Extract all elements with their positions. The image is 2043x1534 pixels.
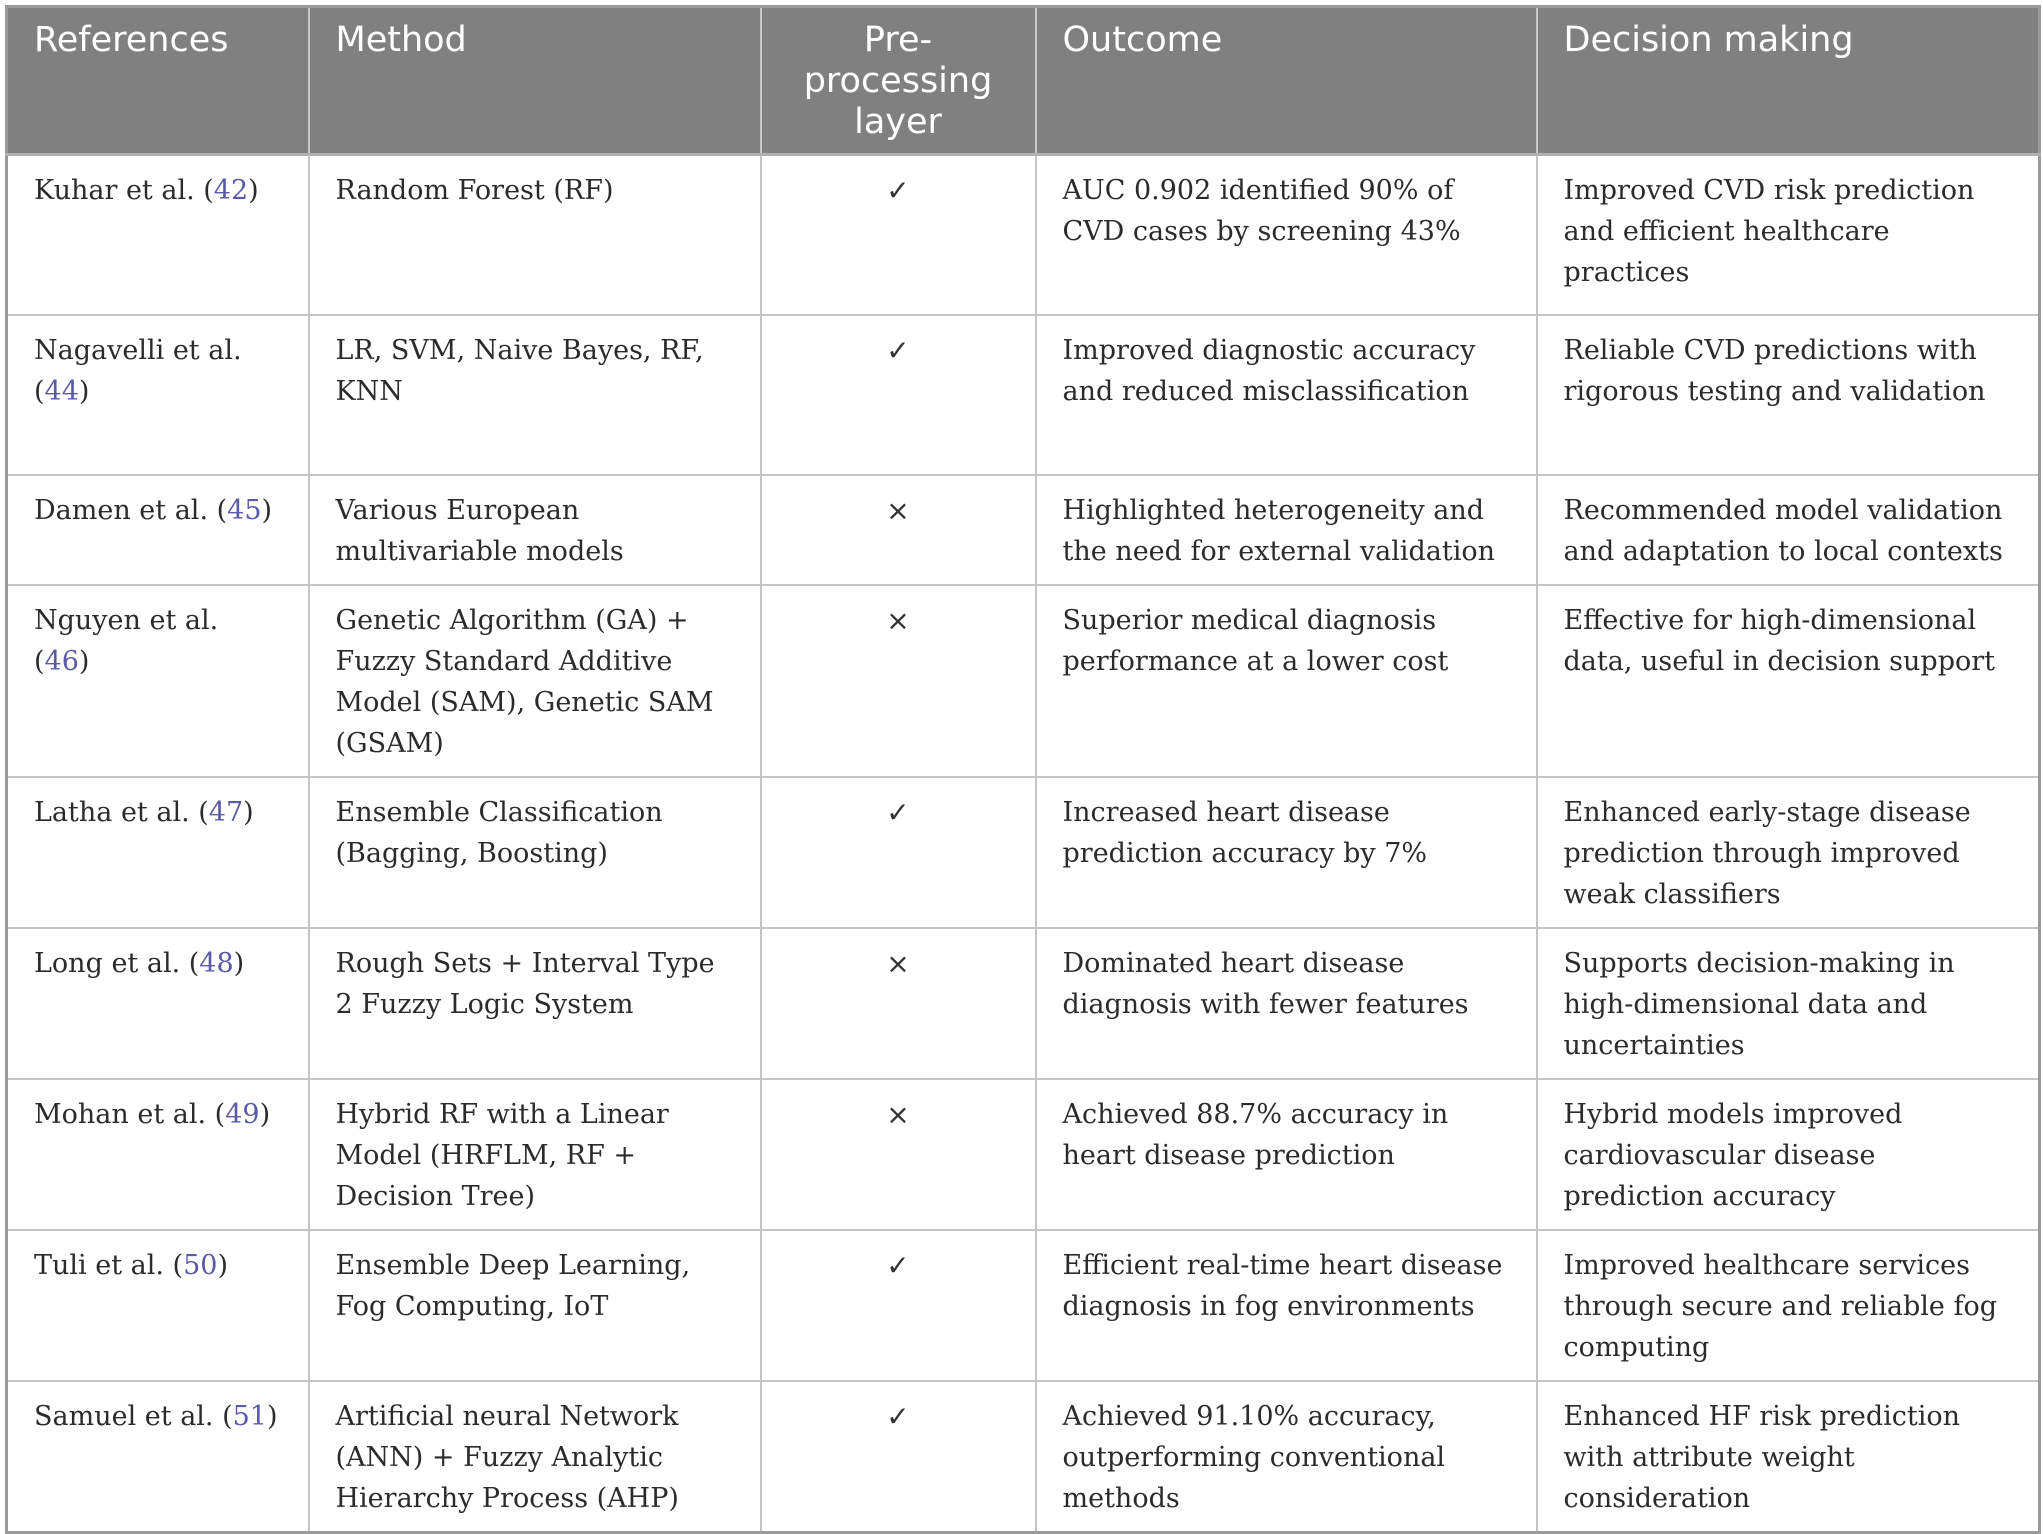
reference-author: Kuhar et al. ( (34, 175, 214, 206)
reference-link[interactable]: 46 (44, 645, 79, 677)
reference-link[interactable]: 44 (44, 375, 79, 407)
table-row (7, 1381, 2040, 1533)
method-cell: Artificial neural Network (ANN) + Fuzzy Analytic Hierarchy Process (AHP) (309, 1381, 761, 1533)
outcome-cell: Highlighted heterogeneity and the need for external validation (1036, 475, 1537, 585)
reference-close: ) (217, 1249, 228, 1281)
reference-link[interactable]: 47 (208, 796, 244, 828)
outcome-cell: Improved diagnostic accuracy and reduced misclassification (1036, 315, 1537, 475)
reference-close: ) (261, 494, 273, 526)
preprocessing-cross-icon: × (761, 475, 1036, 585)
reference-close: ) (259, 1098, 271, 1130)
comparison-table-container (5, 5, 2038, 1534)
reference-close: ) (243, 796, 254, 828)
header-preprocessing-line-2: processing (803, 61, 993, 101)
reference-author: Nguyen et al. ( (34, 604, 219, 677)
outcome-cell: Achieved 88.7% accuracy in heart disease prediction (1036, 1079, 1537, 1230)
method-cell: Genetic Algorithm (GA) + Fuzzy Standard Additive Model (SAM), Genetic SAM (GSAM) (309, 585, 761, 777)
decision-cell: Improved healthcare services through secure and reliable fog computing (1537, 1230, 2040, 1381)
decision-cell: Effective for high-dimensional data, useful in decision support (1537, 585, 2040, 777)
reference-author: Nagavelli et al. ( (34, 334, 242, 407)
reference-link[interactable]: 48 (199, 947, 234, 979)
table-row (7, 315, 2040, 475)
outcome-cell: Achieved 91.10% accuracy, outperforming conventional methods (1036, 1381, 1537, 1533)
header-outcome: Outcome (1036, 7, 1537, 155)
method-cell: Random Forest (RF) (309, 155, 761, 315)
reference-cell (7, 315, 309, 475)
table-body (7, 155, 2040, 1533)
header-preprocessing-line-3: layer (854, 102, 942, 142)
preprocessing-check-icon: ✓ (761, 315, 1036, 475)
header-decision-making: Decision making (1537, 7, 2040, 155)
header-references: References (7, 7, 309, 155)
table-row (7, 928, 2040, 1079)
reference-cell (7, 928, 309, 1079)
reference-cell (7, 1230, 309, 1381)
reference-cell (7, 585, 309, 777)
reference-author: Samuel et al. ( (34, 1400, 233, 1432)
table-header (7, 7, 2040, 155)
reference-author: Latha et al. ( (34, 796, 209, 828)
header-preprocessing (761, 7, 1036, 155)
decision-cell: Enhanced early-stage disease prediction through improved weak classifiers (1537, 777, 2040, 928)
decision-cell: Enhanced HF risk prediction with attribute weight consideration (1537, 1381, 2040, 1533)
outcome-cell: Increased heart disease prediction accuracy by 7% (1036, 777, 1537, 928)
reference-link[interactable]: 49 (225, 1098, 260, 1130)
preprocessing-cross-icon: × (761, 1079, 1036, 1230)
preprocessing-cross-icon: × (761, 585, 1036, 777)
preprocessing-check-icon: ✓ (761, 1230, 1036, 1381)
reference-author: Tuli et al. ( (34, 1249, 184, 1281)
preprocessing-check-icon: ✓ (761, 1381, 1036, 1533)
reference-author: Mohan et al. ( (34, 1098, 226, 1130)
table-row (7, 155, 2040, 315)
method-cell: LR, SVM, Naive Bayes, RF, KNN (309, 315, 761, 475)
comparison-table (5, 5, 2041, 1534)
table-row (7, 777, 2040, 928)
reference-close: ) (233, 947, 245, 979)
reference-cell (7, 475, 309, 585)
decision-cell: Hybrid models improved cardiovascular disease prediction accuracy (1537, 1079, 2040, 1230)
reference-link[interactable]: 42 (213, 175, 249, 206)
outcome-cell: Efficient real-time heart disease diagnosis in fog environments (1036, 1230, 1537, 1381)
reference-link[interactable]: 50 (183, 1249, 218, 1281)
table-row (7, 1230, 2040, 1381)
method-cell: Various European multivariable models (309, 475, 761, 585)
table-row (7, 585, 2040, 777)
decision-cell: Reliable CVD predictions with rigorous testing and validation (1537, 315, 2040, 475)
reference-close: ) (266, 1400, 278, 1432)
table-row (7, 1079, 2040, 1230)
reference-cell (7, 155, 309, 315)
header-method: Method (309, 7, 761, 155)
reference-link[interactable]: 51 (232, 1400, 267, 1432)
reference-cell (7, 1079, 309, 1230)
reference-close: ) (78, 375, 90, 407)
outcome-cell: AUC 0.902 identified 90% of CVD cases by screening 43% (1036, 155, 1537, 315)
method-cell: Ensemble Deep Learning, Fog Computing, IoT (309, 1230, 761, 1381)
method-cell: Ensemble Classification (Bagging, Boosting) (309, 777, 761, 928)
method-cell: Rough Sets + Interval Type 2 Fuzzy Logic System (309, 928, 761, 1079)
decision-cell: Improved CVD risk prediction and efficient healthcare practices (1537, 155, 2040, 315)
decision-cell: Supports decision-making in high-dimensional data and uncertainties (1537, 928, 2040, 1079)
table-row (7, 475, 2040, 585)
method-cell: Hybrid RF with a Linear Model (HRFLM, RF + Decision Tree) (309, 1079, 761, 1230)
reference-author: Damen et al. ( (34, 494, 228, 526)
preprocessing-cross-icon: × (761, 928, 1036, 1079)
reference-link[interactable]: 45 (227, 494, 262, 526)
reference-author: Long et al. ( (34, 947, 200, 979)
outcome-cell: Dominated heart disease diagnosis with fewer features (1036, 928, 1537, 1079)
decision-cell: Recommended model validation and adaptation to local contexts (1537, 475, 2040, 585)
preprocessing-check-icon: ✓ (761, 777, 1036, 928)
reference-close: ) (248, 175, 259, 206)
reference-close: ) (78, 645, 90, 677)
outcome-cell: Superior medical diagnosis performance at a lower cost (1036, 585, 1537, 777)
header-preprocessing-line-1: Pre- (863, 20, 933, 60)
reference-cell (7, 777, 309, 928)
header-row (7, 7, 2040, 155)
reference-cell (7, 1381, 309, 1533)
preprocessing-check-icon: ✓ (761, 155, 1036, 315)
